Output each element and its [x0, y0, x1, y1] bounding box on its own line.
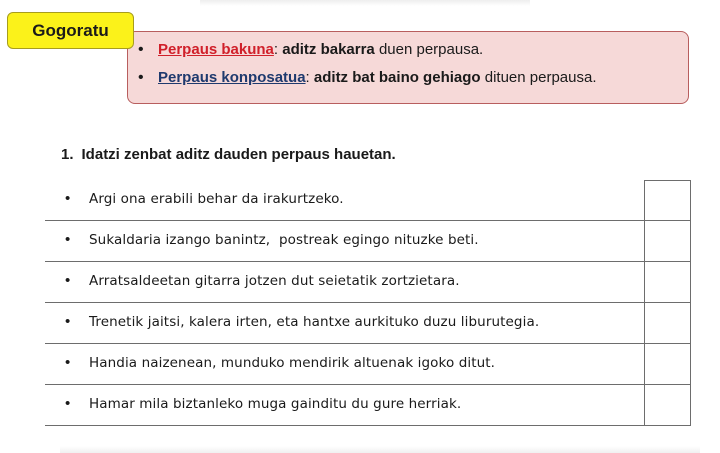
sentence-text: Trenetik jaitsi, kalera irten, eta hantxe aurkituko duzu liburutegia.	[89, 314, 540, 330]
reminder-box	[127, 31, 689, 104]
sentence-text: Arratsaldeetan gitarra jotzen dut seietatik zortzietara.	[89, 273, 460, 289]
definition-bold: aditz bakarra	[282, 41, 375, 58]
exercise-instruction: Idatzi zenbat aditz dauden perpaus hauetan.	[81, 146, 396, 163]
answer-box[interactable]	[644, 344, 691, 385]
reminder-list	[136, 38, 596, 94]
term-simple-sentence: Perpaus bakuna	[158, 41, 274, 58]
table-row	[45, 262, 691, 303]
reminder-tag: Gogoratu	[7, 12, 134, 49]
sentence-text: Handia naizenean, munduko mendirik altuenak igoko ditut.	[89, 355, 496, 371]
answer-box[interactable]	[644, 221, 691, 262]
definition-bold: aditz bat baino gehiago	[313, 69, 481, 86]
bullet-icon: •	[65, 395, 71, 412]
answer-box[interactable]	[644, 262, 691, 303]
table-row	[45, 221, 691, 262]
answer-box[interactable]	[644, 303, 691, 344]
definition-rest: dituen perpausa.	[480, 69, 597, 86]
table-row	[45, 180, 691, 221]
table-row	[45, 303, 691, 344]
bullet-icon: •	[65, 354, 71, 371]
table-row	[45, 344, 691, 385]
answer-box[interactable]	[644, 385, 691, 426]
exercise-title	[61, 146, 396, 163]
bullet-icon: •	[65, 231, 71, 248]
bullet-icon: •	[65, 313, 71, 330]
table-row	[45, 385, 691, 426]
exercise-number: 1.	[61, 146, 74, 163]
sentence-text: Sukaldaria izango banintz, postreak egingo nituzke beti.	[89, 232, 479, 248]
sentence-text: Hamar mila biztanleko muga gainditu du gure herriak.	[89, 396, 462, 412]
reminder-item-compound	[136, 66, 596, 94]
reminder-item-simple	[136, 38, 596, 66]
term-compound-sentence: Perpaus konposatua	[158, 69, 306, 86]
definition-rest: duen perpausa.	[374, 41, 484, 58]
answer-box[interactable]	[644, 180, 691, 221]
page-bottom-edge	[60, 446, 700, 453]
term-separator: :	[305, 69, 314, 86]
bullet-icon: •	[65, 272, 71, 289]
sentence-text: Argi ona erabili behar da irakurtzeko.	[89, 191, 344, 207]
page-top-edge	[200, 0, 530, 6]
term-separator: :	[273, 41, 283, 58]
exercise-table	[45, 180, 691, 426]
bullet-icon: •	[65, 190, 71, 207]
